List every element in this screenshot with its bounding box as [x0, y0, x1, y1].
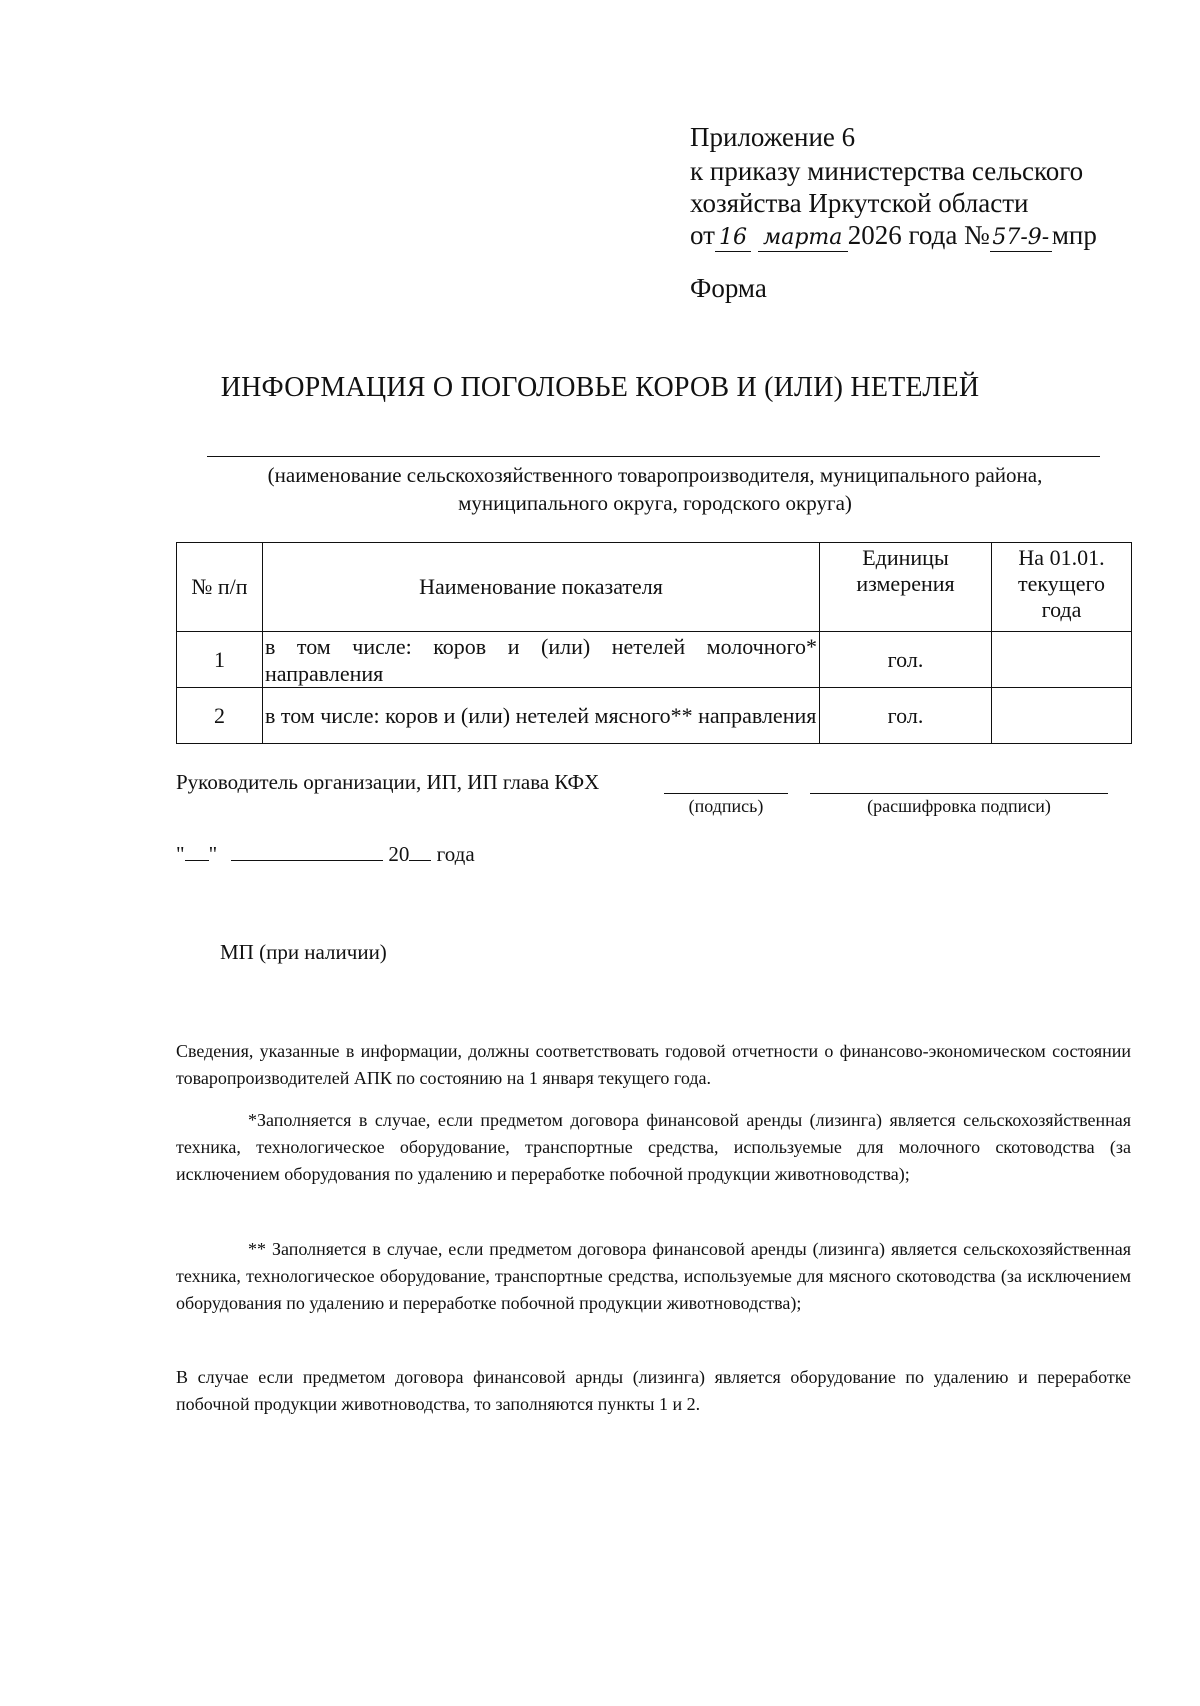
header-value-line3: года — [1041, 597, 1082, 622]
appendix-number: Приложение 6 — [690, 122, 856, 152]
note-beef: ** Заполняется в случае, если предметом договора финансовой аренды (лизинга) является сельскохозяйственная техника, технологическое оборудование, транспортные средства, используемые для мясного скотоводства (за исключением оборудования по удалению и переработке побочной продукции животноводства); — [176, 1239, 1131, 1313]
row-num: 2 — [177, 688, 263, 744]
date-month-handwritten: марта — [758, 225, 848, 252]
livestock-table — [176, 542, 1132, 744]
table-row — [177, 632, 1132, 688]
note-reporting: Сведения, указанные в информации, должны соответствовать годовой отчетности о финансово-экономическом состоянии товаропроизводителей АПК по состоянию на 1 января текущего года. — [176, 1041, 1131, 1088]
caption-line-1: (наименование сельскохозяйственного товаропроизводителя, муниципального района, — [267, 463, 1043, 487]
table-row — [177, 688, 1132, 744]
note-byproducts: В случае если предметом договора финансовой арнды (лизинга) является оборудование по удалению и переработке побочной продукции животноводства, то заполняются пункты 1 и 2. — [176, 1367, 1131, 1414]
header-unit-line1: Единицы — [862, 545, 949, 570]
table-header-row — [177, 543, 1132, 632]
note-dairy: *Заполняется в случае, если предметом договора финансовой аренды (лизинга) является сельскохозяйственная техника, технологическое оборудование, транспортные средства, используемые для молочного скотоводства (за исключением оборудования по удалению и переработке побочной продукции животноводства); — [176, 1110, 1131, 1184]
header-unit-line2: измерения — [856, 571, 955, 596]
header-num: № п/п — [177, 543, 263, 632]
date-year-text: 2026 года № — [847, 220, 990, 250]
month-blank[interactable] — [231, 840, 383, 861]
stamp-placeholder: МП (при наличии) — [220, 940, 387, 964]
row-indicator: в том числе: коров и (или) нетелей мясного** направления — [263, 688, 820, 744]
year-blank[interactable] — [409, 840, 431, 861]
signature-line[interactable] — [664, 793, 788, 794]
signature-caption: (подпись) — [688, 796, 764, 816]
quote-open: " — [176, 842, 185, 866]
signature-decoding-caption: (расшифровка подписи) — [867, 796, 1051, 816]
year-prefix: 20 — [388, 842, 410, 866]
order-number-handwritten: 57-9- — [990, 225, 1052, 252]
header-value — [992, 543, 1132, 632]
appendix-ministry: хозяйства Иркутской области — [690, 188, 1029, 218]
header-value-line1: На 01.01. — [1018, 545, 1105, 570]
form-label: Форма — [690, 273, 767, 303]
day-blank[interactable] — [185, 840, 209, 861]
header-unit — [820, 543, 992, 632]
date-fill-line — [176, 840, 475, 867]
year-suffix: года — [436, 842, 475, 866]
producer-name-line — [207, 456, 1100, 457]
row-value-cell[interactable] — [992, 632, 1132, 688]
row-value-cell[interactable] — [992, 688, 1132, 744]
order-suffix: мпр — [1051, 220, 1097, 250]
appendix-order-ref: к приказу министерства сельского — [690, 156, 1084, 186]
caption-line-2: муниципального округа, городского округа) — [458, 491, 852, 515]
date-prefix: от — [690, 220, 715, 250]
signature-decoding-line[interactable] — [810, 793, 1108, 794]
quote-close: " — [208, 842, 218, 866]
producer-name-caption — [190, 461, 1120, 517]
order-date-line — [690, 219, 1097, 252]
header-indicator: Наименование показателя — [263, 543, 820, 632]
signature-label: Руководитель организации, ИП, ИП глава КФХ — [176, 770, 600, 794]
header-value-line2: текущего — [1018, 571, 1105, 596]
row-indicator: в том числе: коров и (или) нетелей молочного* направления — [263, 632, 820, 688]
row-num: 1 — [177, 632, 263, 688]
row-unit: гол. — [820, 688, 992, 744]
date-day-handwritten: 16 — [715, 225, 751, 252]
row-unit: гол. — [820, 632, 992, 688]
document-title: ИНФОРМАЦИЯ О ПОГОЛОВЬЕ КОРОВ И (ИЛИ) НЕТЕЛЕЙ — [220, 372, 980, 403]
